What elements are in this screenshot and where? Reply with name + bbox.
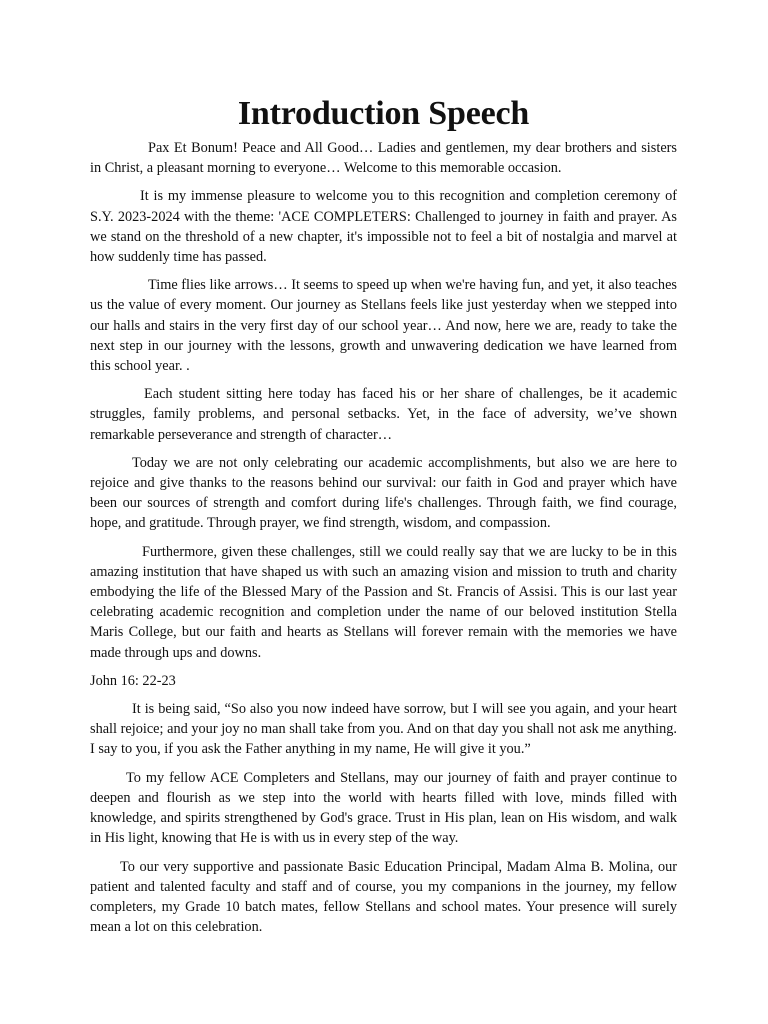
- paragraph-scripture-quote: It is being said, “So also you now indeed have sorrow, but I will see you again, and your heart shall rejoice; and your joy no man shall take from you. And on that day you shall not ask me anything. I say to you, if you ask the Father anything in my name, He will give it you.”: [90, 701, 677, 758]
- paragraph-fellow-completers: To my fellow ACE Completers and Stellans, may our journey of faith and prayer continue to deepen and flourish as we step into the world with hearts filled with love, minds filled with knowledge, and spirits strengthened by God's grace. Trust in His plan, lean on His wisdom, and walk in His light, knowing that He is with us in every step of the way.: [90, 769, 677, 847]
- document-page: [90, 92, 677, 945]
- bible-verse-reference: John 16: 22-23: [90, 672, 176, 689]
- paragraph-challenges: Each student sitting here today has faced his or her share of challenges, be it academic struggles, family problems, and personal setbacks. Yet, in the face of adversity, we’ve shown remarkable perseverance and strength of character…: [90, 386, 677, 443]
- paragraph-greeting: Pax Et Bonum! Peace and All Good… Ladies and gentlemen, my dear brothers and sisters in Christ, a pleasant morning to everyone… Welcome to this memorable occasion.: [90, 140, 677, 177]
- paragraph-time-flies: Time flies like arrows… It seems to speed up when we're having fun, and yet, it also teaches us the value of every moment. Our journey as Stellans feels like just yesterday when we stepped into our halls and stairs in the very first day of our school year… And now, here we are, ready to take the next step in our journey with the lessons, growth and unwavering dedication we have learned from this school year. .: [90, 277, 677, 375]
- paragraph-welcome: It is my immense pleasure to welcome you to this recognition and completion ceremony of S.Y. 2023-2024 with the theme: 'ACE COMPLETERS: Challenged to journey in faith and prayer. As we stand on the threshold of a new chapter, it's impossible not to feel a bit of nostalgia and marvel at how suddenly time has passed.: [90, 188, 677, 266]
- paragraph-institution: Furthermore, given these challenges, still we could really say that we are lucky to be in this amazing institution that have shaped us with such an amazing vision and mission to truth and charity embodying the life of the Blessed Mary of the Passion and St. Francis of Assisi. This is our last year celebrating academic recognition and completion under the name of our beloved institution Stella Maris College, but our faith and hearts as Stellans will forever remain with the memories we have made through ups and downs.: [90, 543, 677, 661]
- paragraph-acknowledgements: To our very supportive and passionate Basic Education Principal, Madam Alma B. Molina, our patient and talented faculty and staff and of course, you my companions in the journey, my fellow completers, my Grade 10 batch mates, fellow Stellans and school mates. Your presence will surely mean a lot on this celebration.: [90, 858, 677, 936]
- paragraph-faith-prayer: Today we are not only celebrating our academic accomplishments, but also we are here to rejoice and give thanks to the reasons behind our survival: our faith in God and prayer which have been our sources of strength and comfort during life's challenges. Through faith, we find courage, hope, and gratitude. Through prayer, we find strength, wisdom, and compassion.: [90, 454, 677, 532]
- document-title: Introduction Speech: [237, 95, 530, 132]
